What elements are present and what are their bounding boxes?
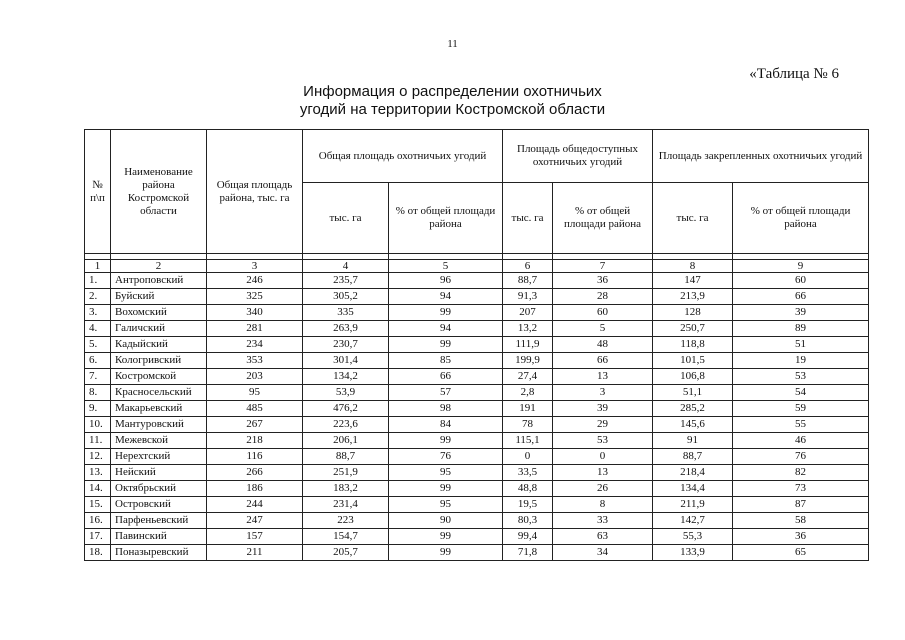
table-row xyxy=(85,289,869,305)
hunting-percent: 95 xyxy=(389,465,503,481)
district-area: 218 xyxy=(207,433,303,449)
hunting-percent: 99 xyxy=(389,433,503,449)
district-area: 485 xyxy=(207,401,303,417)
public-percent: 36 xyxy=(553,273,653,289)
district-area: 186 xyxy=(207,481,303,497)
district-name: Буйский xyxy=(111,289,207,305)
district-name: Межевской xyxy=(111,433,207,449)
district-area: 95 xyxy=(207,385,303,401)
public-tha: 78 xyxy=(503,417,553,433)
table-row xyxy=(85,417,869,433)
public-percent: 26 xyxy=(553,481,653,497)
public-percent: 3 xyxy=(553,385,653,401)
district-area: 246 xyxy=(207,273,303,289)
table-reference: «Таблица № 6 xyxy=(749,66,839,82)
column-number: 9 xyxy=(733,260,869,273)
row-index: 3. xyxy=(85,305,111,321)
table-row xyxy=(85,273,869,289)
district-area: 116 xyxy=(207,449,303,465)
row-index: 5. xyxy=(85,337,111,353)
public-percent: 39 xyxy=(553,401,653,417)
row-index: 6. xyxy=(85,353,111,369)
hunting-tha: 205,7 xyxy=(303,545,389,561)
district-area: 157 xyxy=(207,529,303,545)
public-tha: 80,3 xyxy=(503,513,553,529)
district-name: Кологривский xyxy=(111,353,207,369)
header-public-lands: Площадь общедоступных охотничьих угодий xyxy=(503,130,653,183)
district-area: 244 xyxy=(207,497,303,513)
hunting-percent: 76 xyxy=(389,449,503,465)
hunting-tha: 88,7 xyxy=(303,449,389,465)
assigned-tha: 118,8 xyxy=(653,337,733,353)
public-tha: 199,9 xyxy=(503,353,553,369)
district-name: Парфеньевский xyxy=(111,513,207,529)
assigned-tha: 211,9 xyxy=(653,497,733,513)
public-percent: 66 xyxy=(553,353,653,369)
table-row xyxy=(85,449,869,465)
hunting-percent: 57 xyxy=(389,385,503,401)
public-tha: 13,2 xyxy=(503,321,553,337)
assigned-tha: 147 xyxy=(653,273,733,289)
district-area: 325 xyxy=(207,289,303,305)
public-tha: 207 xyxy=(503,305,553,321)
public-percent: 13 xyxy=(553,465,653,481)
district-name: Макарьевский xyxy=(111,401,207,417)
public-percent: 63 xyxy=(553,529,653,545)
assigned-percent: 65 xyxy=(733,545,869,561)
district-name: Мантуровский xyxy=(111,417,207,433)
district-area: 234 xyxy=(207,337,303,353)
hunting-percent: 90 xyxy=(389,513,503,529)
assigned-percent: 82 xyxy=(733,465,869,481)
public-tha: 19,5 xyxy=(503,497,553,513)
header-hunting-total: Общая площадь охотничьих угодий xyxy=(303,130,503,183)
column-number: 7 xyxy=(553,260,653,273)
district-name: Октябрьский xyxy=(111,481,207,497)
assigned-tha: 91 xyxy=(653,433,733,449)
assigned-percent: 73 xyxy=(733,481,869,497)
public-percent: 34 xyxy=(553,545,653,561)
district-area: 340 xyxy=(207,305,303,321)
public-tha: 99,4 xyxy=(503,529,553,545)
hunting-percent: 99 xyxy=(389,481,503,497)
hunting-tha: 251,9 xyxy=(303,465,389,481)
hunting-percent: 96 xyxy=(389,273,503,289)
district-name: Костромской xyxy=(111,369,207,385)
table-row xyxy=(85,321,869,337)
hunting-tha: 476,2 xyxy=(303,401,389,417)
district-area: 203 xyxy=(207,369,303,385)
assigned-tha: 55,3 xyxy=(653,529,733,545)
hunting-percent: 95 xyxy=(389,497,503,513)
hunting-percent: 99 xyxy=(389,337,503,353)
hunting-percent: 98 xyxy=(389,401,503,417)
row-index: 13. xyxy=(85,465,111,481)
assigned-tha: 101,5 xyxy=(653,353,733,369)
public-tha: 48,8 xyxy=(503,481,553,497)
public-tha: 191 xyxy=(503,401,553,417)
column-number-row xyxy=(85,260,869,273)
assigned-percent: 46 xyxy=(733,433,869,449)
public-percent: 0 xyxy=(553,449,653,465)
public-tha: 27,4 xyxy=(503,369,553,385)
subheader-tha: тыс. га xyxy=(653,183,733,254)
row-index: 10. xyxy=(85,417,111,433)
hunting-percent: 84 xyxy=(389,417,503,433)
hunting-tha: 235,7 xyxy=(303,273,389,289)
column-number: 8 xyxy=(653,260,733,273)
assigned-percent: 58 xyxy=(733,513,869,529)
row-index: 15. xyxy=(85,497,111,513)
row-index: 1. xyxy=(85,273,111,289)
public-percent: 53 xyxy=(553,433,653,449)
table-row xyxy=(85,513,869,529)
column-number: 2 xyxy=(111,260,207,273)
assigned-percent: 36 xyxy=(733,529,869,545)
subheader-tha: тыс. га xyxy=(303,183,389,254)
row-index: 4. xyxy=(85,321,111,337)
assigned-percent: 89 xyxy=(733,321,869,337)
public-tha: 2,8 xyxy=(503,385,553,401)
assigned-tha: 133,9 xyxy=(653,545,733,561)
assigned-tha: 213,9 xyxy=(653,289,733,305)
hunting-tha: 230,7 xyxy=(303,337,389,353)
assigned-percent: 59 xyxy=(733,401,869,417)
hunting-tha: 335 xyxy=(303,305,389,321)
hunting-tha: 305,2 xyxy=(303,289,389,305)
district-name: Галичский xyxy=(111,321,207,337)
row-index: 18. xyxy=(85,545,111,561)
assigned-tha: 106,8 xyxy=(653,369,733,385)
public-tha: 111,9 xyxy=(503,337,553,353)
assigned-tha: 142,7 xyxy=(653,513,733,529)
assigned-tha: 285,2 xyxy=(653,401,733,417)
district-area: 211 xyxy=(207,545,303,561)
table-row xyxy=(85,385,869,401)
public-percent: 28 xyxy=(553,289,653,305)
public-percent: 5 xyxy=(553,321,653,337)
assigned-percent: 76 xyxy=(733,449,869,465)
district-name: Поназыревский xyxy=(111,545,207,561)
assigned-percent: 39 xyxy=(733,305,869,321)
table-row xyxy=(85,545,869,561)
hunting-percent: 66 xyxy=(389,369,503,385)
assigned-percent: 51 xyxy=(733,337,869,353)
district-area: 266 xyxy=(207,465,303,481)
public-percent: 60 xyxy=(553,305,653,321)
row-index: 7. xyxy=(85,369,111,385)
assigned-tha: 250,7 xyxy=(653,321,733,337)
hunting-percent: 99 xyxy=(389,305,503,321)
row-index: 17. xyxy=(85,529,111,545)
assigned-percent: 54 xyxy=(733,385,869,401)
district-area: 353 xyxy=(207,353,303,369)
hunting-tha: 231,4 xyxy=(303,497,389,513)
column-number: 6 xyxy=(503,260,553,273)
hunting-tha: 301,4 xyxy=(303,353,389,369)
district-name: Павинский xyxy=(111,529,207,545)
assigned-percent: 66 xyxy=(733,289,869,305)
row-index: 14. xyxy=(85,481,111,497)
title-line-1: Информация о распределении охотничьих xyxy=(303,83,602,100)
district-area: 247 xyxy=(207,513,303,529)
table-row xyxy=(85,353,869,369)
public-percent: 13 xyxy=(553,369,653,385)
district-name: Кадыйский xyxy=(111,337,207,353)
header-num: № п\п xyxy=(85,130,111,254)
public-tha: 71,8 xyxy=(503,545,553,561)
column-number: 5 xyxy=(389,260,503,273)
table-row xyxy=(85,529,869,545)
district-name: Нерехтский xyxy=(111,449,207,465)
district-name: Вохомский xyxy=(111,305,207,321)
hunting-tha: 263,9 xyxy=(303,321,389,337)
document-title xyxy=(0,83,905,119)
row-index: 2. xyxy=(85,289,111,305)
row-index: 11. xyxy=(85,433,111,449)
public-percent: 33 xyxy=(553,513,653,529)
assigned-tha: 145,6 xyxy=(653,417,733,433)
hunting-tha: 223,6 xyxy=(303,417,389,433)
district-area: 281 xyxy=(207,321,303,337)
hunting-tha: 53,9 xyxy=(303,385,389,401)
assigned-tha: 134,4 xyxy=(653,481,733,497)
public-tha: 0 xyxy=(503,449,553,465)
public-percent: 29 xyxy=(553,417,653,433)
table-row xyxy=(85,481,869,497)
hunting-percent: 85 xyxy=(389,353,503,369)
header-district-area: Общая площадь района, тыс. га xyxy=(207,130,303,254)
page-number: 11 xyxy=(447,38,458,50)
column-number: 3 xyxy=(207,260,303,273)
table-row xyxy=(85,465,869,481)
hunting-percent: 94 xyxy=(389,321,503,337)
header-assigned-lands: Площадь закрепленных охотничьих угодий xyxy=(653,130,869,183)
assigned-percent: 87 xyxy=(733,497,869,513)
hunting-tha: 206,1 xyxy=(303,433,389,449)
title-line-2: угодий на территории Костромской области xyxy=(299,101,606,118)
assigned-percent: 60 xyxy=(733,273,869,289)
table-row xyxy=(85,497,869,513)
public-tha: 115,1 xyxy=(503,433,553,449)
district-name: Антроповский xyxy=(111,273,207,289)
hunting-tha: 154,7 xyxy=(303,529,389,545)
hunting-percent: 94 xyxy=(389,289,503,305)
table-row xyxy=(85,337,869,353)
subheader-percent: % от общей площади района xyxy=(553,183,653,254)
hunting-tha: 134,2 xyxy=(303,369,389,385)
column-number: 1 xyxy=(85,260,111,273)
assigned-tha: 128 xyxy=(653,305,733,321)
table-row xyxy=(85,401,869,417)
public-percent: 48 xyxy=(553,337,653,353)
hunting-lands-table xyxy=(84,129,869,561)
hunting-percent: 99 xyxy=(389,545,503,561)
table-row xyxy=(85,369,869,385)
assigned-percent: 53 xyxy=(733,369,869,385)
row-index: 16. xyxy=(85,513,111,529)
table-row xyxy=(85,433,869,449)
header-district-name: Наименование района Костромской области xyxy=(111,130,207,254)
public-tha: 33,5 xyxy=(503,465,553,481)
hunting-tha: 183,2 xyxy=(303,481,389,497)
column-number: 4 xyxy=(303,260,389,273)
assigned-tha: 88,7 xyxy=(653,449,733,465)
subheader-tha: тыс. га xyxy=(503,183,553,254)
subheader-percent: % от общей площади района xyxy=(389,183,503,254)
row-index: 8. xyxy=(85,385,111,401)
row-index: 9. xyxy=(85,401,111,417)
district-name: Красносельский xyxy=(111,385,207,401)
public-tha: 91,3 xyxy=(503,289,553,305)
district-area: 267 xyxy=(207,417,303,433)
district-name: Островский xyxy=(111,497,207,513)
table-row xyxy=(85,305,869,321)
public-percent: 8 xyxy=(553,497,653,513)
hunting-tha: 223 xyxy=(303,513,389,529)
subheader-percent: % от общей площади района xyxy=(733,183,869,254)
public-tha: 88,7 xyxy=(503,273,553,289)
assigned-tha: 51,1 xyxy=(653,385,733,401)
assigned-percent: 19 xyxy=(733,353,869,369)
header-row-1 xyxy=(85,130,869,183)
row-index: 12. xyxy=(85,449,111,465)
hunting-percent: 99 xyxy=(389,529,503,545)
assigned-percent: 55 xyxy=(733,417,869,433)
assigned-tha: 218,4 xyxy=(653,465,733,481)
district-name: Нейский xyxy=(111,465,207,481)
